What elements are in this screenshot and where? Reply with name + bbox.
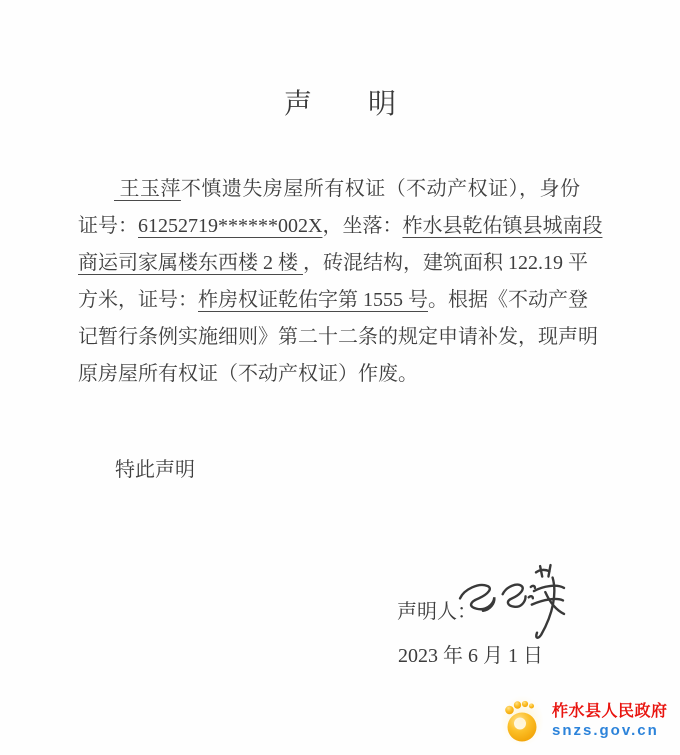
- footprint-icon: [499, 694, 545, 748]
- document-title: 声 明: [283, 89, 396, 120]
- declaration-date: 2023 年 6 月 1 日: [398, 645, 543, 667]
- gov-site-watermark: [499, 694, 668, 748]
- declarant-label: 声明人：: [397, 601, 477, 623]
- gov-org-name: 柞水县人民政府: [552, 702, 668, 720]
- declaration-body: 王玉萍不慎遗失房屋所有权证（不动产权证），身份 证号：61252719******002X，坐落：柞水县乾佑镇县城南段 商运司家属楼东西楼 2 楼 ，砖混结构，建筑面积 122.19 平 方米，证号：柞房权证乾佑字第 1555 号。根据《不动产登 记暂行条例实施细则》第二十二条的规定申请补发，现声明 原房屋所有权证（不动产权证）作废。: [78, 178, 603, 385]
- handwritten-signature: [452, 563, 570, 641]
- gov-website-url: snzs.gov.cn: [552, 721, 659, 739]
- closing-statement: 特此声明: [115, 459, 195, 481]
